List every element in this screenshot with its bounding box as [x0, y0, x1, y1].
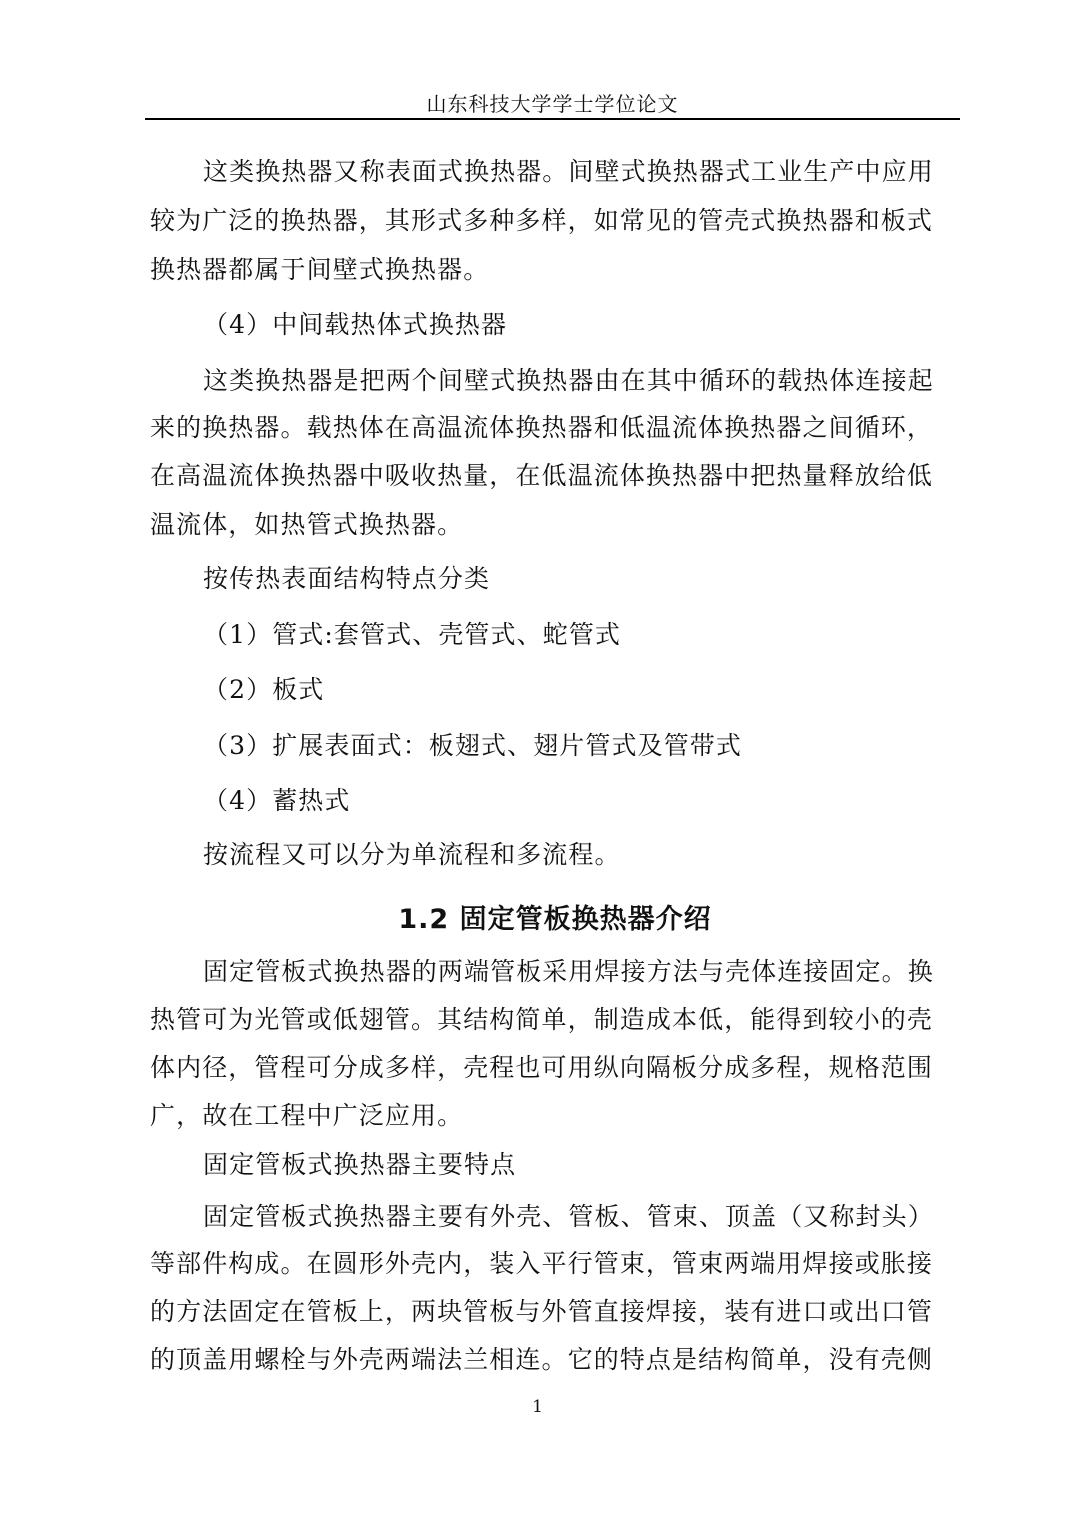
- paragraph-line: 固定管板式换热器的两端管板采用焊接方法与壳体连接固定。换: [203, 957, 934, 986]
- paragraph-line: 这类换热器又称表面式换热器。间壁式换热器式工业生产中应用: [203, 157, 934, 186]
- section-heading: 1.2 固定管板换热器介绍: [398, 904, 712, 935]
- paragraph-line: 的顶盖用螺栓与外壳两端法兰相连。它的特点是结构简单，没有壳侧: [150, 1345, 934, 1374]
- paragraph-line: 固定管板式换热器主要特点: [203, 1150, 517, 1179]
- page-number: 1: [532, 1397, 543, 1417]
- paragraph-line: 等部件构成。在圆形外壳内，装入平行管束，管束两端用焊接或胀接: [150, 1249, 934, 1278]
- list-item: （3）扩展表面式：板翅式、翅片管式及管带式: [203, 731, 743, 760]
- list-item: （4）蓄热式: [203, 786, 351, 815]
- paragraph-line: 固定管板式换热器主要有外壳、管板、管束、顶盖（又称封头）: [203, 1202, 934, 1231]
- paragraph-line: 在高温流体换热器中吸收热量，在低温流体换热器中把热量释放给低: [150, 461, 934, 490]
- paragraph-line: 较为广泛的换热器，其形式多种多样，如常见的管壳式换热器和板式: [150, 206, 934, 235]
- list-item: （4）中间载热体式换热器: [203, 310, 508, 339]
- paragraph-line: 温流体，如热管式换热器。: [150, 510, 464, 539]
- paragraph-line: 的方法固定在管板上，两块管板与外管直接焊接，装有进口或出口管: [150, 1297, 934, 1326]
- header-rule: [145, 118, 960, 120]
- paragraph-line: 换热器都属于间壁式换热器。: [150, 255, 490, 284]
- paragraph-line: 按传热表面结构特点分类: [203, 564, 491, 593]
- paragraph-line: 体内径，管程可分成多样，壳程也可用纵向隔板分成多程，规格范围: [150, 1053, 934, 1082]
- paragraph-line: 这类换热器是把两个间壁式换热器由在其中循环的载热体连接起: [203, 366, 934, 395]
- running-header: 山东科技大学学士学位论文: [426, 92, 679, 116]
- paragraph-line: 按流程又可以分为单流程和多流程。: [203, 840, 621, 869]
- list-item: （1）管式:套管式、壳管式、蛇管式: [203, 620, 622, 649]
- paragraph-line: 热管可为光管或低翅管。其结构简单，制造成本低，能得到较小的壳: [150, 1005, 934, 1034]
- paragraph-line: 来的换热器。载热体在高温流体换热器和低温流体换热器之间循环，: [150, 413, 934, 442]
- paragraph-line: 广，故在工程中广泛应用。: [150, 1101, 464, 1130]
- list-item: （2）板式: [203, 675, 325, 704]
